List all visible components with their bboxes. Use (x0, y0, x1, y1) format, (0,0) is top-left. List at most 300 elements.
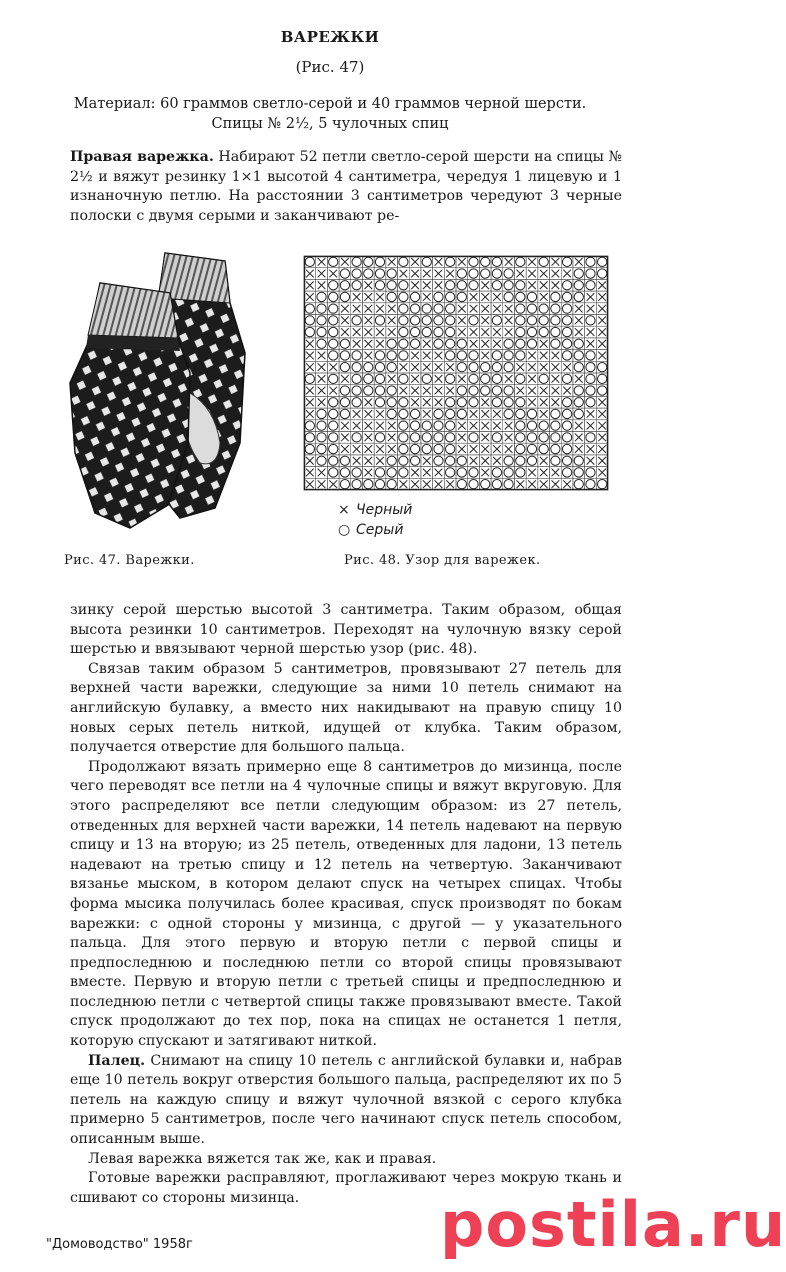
grid-cross (552, 375, 560, 383)
grid-cross (376, 328, 384, 336)
grid-circle (352, 386, 361, 395)
grid-circle (574, 292, 583, 301)
grid-circle (387, 281, 396, 290)
grid-cross (598, 340, 606, 348)
grid-circle (387, 398, 396, 407)
grid-cross (364, 410, 372, 418)
grid-circle (457, 292, 466, 301)
grid-cross (575, 445, 583, 453)
grid-circle (446, 327, 455, 336)
grid-circle (317, 444, 326, 453)
grid-circle (562, 351, 571, 360)
grid-circle (399, 292, 408, 301)
grid-cross (575, 317, 583, 325)
grid-cross (505, 317, 513, 325)
grid-circle (410, 409, 419, 418)
grid-circle (317, 327, 326, 336)
grid-circle (469, 269, 478, 278)
grid-cross (481, 410, 489, 418)
grid-cross (353, 422, 361, 430)
grid-circle (375, 281, 384, 290)
grid-cross (528, 352, 536, 360)
grid-cross (318, 281, 326, 289)
grid-cross (329, 480, 337, 488)
grid-circle (527, 409, 536, 418)
grid-circle (492, 468, 501, 477)
grid-cross (505, 328, 513, 336)
grid-circle (352, 398, 361, 407)
grid-cross (411, 480, 419, 488)
cross-icon: × (338, 502, 350, 518)
grid-circle (399, 433, 408, 442)
grid-circle (586, 257, 595, 266)
grid-cross (306, 270, 314, 278)
grid-circle (317, 292, 326, 301)
grid-cross (598, 398, 606, 406)
grid-cross (598, 328, 606, 336)
grid-circle (598, 269, 607, 278)
grid-circle (317, 456, 326, 465)
grid-circle (399, 339, 408, 348)
grid-cross (388, 422, 396, 430)
grid-circle (527, 339, 536, 348)
grid-cross (318, 363, 326, 371)
grid-cross (306, 469, 314, 477)
grid-circle (457, 468, 466, 477)
grid-circle (586, 281, 595, 290)
grid-circle (387, 386, 396, 395)
grid-circle (586, 468, 595, 477)
grid-cross (493, 305, 501, 313)
grid-circle (434, 456, 443, 465)
grid-circle (434, 339, 443, 348)
grid-cross (423, 457, 431, 465)
grid-circle (492, 374, 501, 383)
grid-circle (586, 363, 595, 372)
grid-circle (352, 351, 361, 360)
grid-cross (481, 293, 489, 301)
grid-circle (469, 386, 478, 395)
grid-circle (562, 398, 571, 407)
grid-circle (469, 374, 478, 383)
grid-cross (470, 445, 478, 453)
grid-cross (364, 281, 372, 289)
grid-circle (434, 421, 443, 430)
grid-cross (528, 258, 536, 266)
grid-circle (539, 257, 548, 266)
watermark-logo: postila.ru (440, 1188, 786, 1261)
grid-circle (364, 269, 373, 278)
grid-cross (318, 469, 326, 477)
mittens-illustration (40, 243, 270, 543)
grid-cross (411, 375, 419, 383)
grid-circle (329, 316, 338, 325)
grid-circle (469, 480, 478, 489)
grid-circle (516, 327, 525, 336)
grid-cross (341, 422, 349, 430)
grid-circle (329, 304, 338, 313)
grid-cross (516, 387, 524, 395)
grid-circle (586, 269, 595, 278)
grid-circle (481, 257, 490, 266)
grid-cross (470, 340, 478, 348)
grid-circle (375, 386, 384, 395)
grid-cross (388, 445, 396, 453)
grid-cross (470, 410, 478, 418)
grid-cross (364, 317, 372, 325)
grid-circle (317, 316, 326, 325)
grid-circle (574, 386, 583, 395)
grid-cross (458, 305, 466, 313)
grid-circle (399, 351, 408, 360)
grid-circle (387, 480, 396, 489)
grid-circle (410, 444, 419, 453)
grid-cross (458, 445, 466, 453)
grid-circle (329, 257, 338, 266)
grid-circle (586, 386, 595, 395)
grid-circle (305, 327, 314, 336)
grid-circle (410, 327, 419, 336)
grid-circle (457, 339, 466, 348)
grid-cross (306, 480, 314, 488)
grid-cross (364, 352, 372, 360)
grid-circle (516, 257, 525, 266)
grid-circle (399, 374, 408, 383)
grid-circle (446, 433, 455, 442)
grid-cross (493, 410, 501, 418)
grid-cross (540, 410, 548, 418)
grid-circle (469, 281, 478, 290)
grid-cross (318, 387, 326, 395)
grid-cross (306, 293, 314, 301)
grid-cross (575, 375, 583, 383)
grid-circle (469, 351, 478, 360)
grid-cross (493, 328, 501, 336)
grid-circle (598, 257, 607, 266)
grid-circle (562, 292, 571, 301)
grid-circle (305, 257, 314, 266)
grid-circle (469, 468, 478, 477)
grid-circle (305, 374, 314, 383)
grid-circle (375, 363, 384, 372)
grid-circle (551, 292, 560, 301)
grid-cross (341, 305, 349, 313)
grid-circle (516, 304, 525, 313)
grid-cross (423, 387, 431, 395)
grid-circle (422, 374, 431, 383)
grid-circle (364, 480, 373, 489)
grid-circle (492, 433, 501, 442)
grid-circle (422, 316, 431, 325)
grid-circle (516, 292, 525, 301)
grid-cross (516, 270, 524, 278)
grid-cross (318, 270, 326, 278)
grid-cross (364, 434, 372, 442)
legend-item-black: × Черный (338, 502, 413, 518)
grid-circle (434, 409, 443, 418)
grid-cross (493, 340, 501, 348)
grid-circle (329, 327, 338, 336)
grid-circle (329, 398, 338, 407)
grid-cross (423, 293, 431, 301)
grid-cross (341, 317, 349, 325)
thumb-label: Палец. (88, 1052, 146, 1069)
grid-cross (540, 352, 548, 360)
grid-cross (481, 445, 489, 453)
grid-circle (305, 304, 314, 313)
grid-cross (341, 328, 349, 336)
grid-circle (446, 374, 455, 383)
grid-cross (587, 410, 595, 418)
grid-circle (516, 421, 525, 430)
grid-cross (598, 422, 606, 430)
grid-cross (552, 281, 560, 289)
grid-circle (562, 304, 571, 313)
grid-cross (458, 375, 466, 383)
grid-circle (562, 316, 571, 325)
grid-cross (318, 258, 326, 266)
grid-circle (422, 257, 431, 266)
grid-cross (376, 445, 384, 453)
grid-cross (423, 340, 431, 348)
grid-cross (435, 281, 443, 289)
grid-cross (318, 480, 326, 488)
grid-circle (375, 480, 384, 489)
grid-circle (562, 281, 571, 290)
grid-circle (422, 327, 431, 336)
grid-cross (446, 270, 454, 278)
grid-circle (551, 433, 560, 442)
grid-circle (504, 456, 513, 465)
grid-circle (504, 398, 513, 407)
grid-circle (516, 433, 525, 442)
grid-circle (399, 409, 408, 418)
grid-circle (527, 292, 536, 301)
grid-cross (540, 480, 548, 488)
grid-circle (399, 468, 408, 477)
grid-circle (329, 409, 338, 418)
grid-cross (341, 445, 349, 453)
grid-circle (516, 409, 525, 418)
grid-circle (481, 363, 490, 372)
grid-circle (340, 339, 349, 348)
grid-circle (504, 351, 513, 360)
grid-circle (539, 304, 548, 313)
grid-circle (516, 468, 525, 477)
grid-circle (305, 433, 314, 442)
grid-circle (562, 421, 571, 430)
grid-circle (586, 433, 595, 442)
grid-cross (505, 258, 513, 266)
grid-cross (388, 258, 396, 266)
grid-circle (375, 468, 384, 477)
intro-label: Правая варежка. (70, 149, 214, 165)
pattern-legend (338, 500, 412, 540)
grid-circle (504, 386, 513, 395)
grid-circle (469, 257, 478, 266)
grid-circle (504, 480, 513, 489)
grid-cross (353, 340, 361, 348)
grid-circle (446, 292, 455, 301)
figure-reference: (Рис. 47) (295, 58, 365, 76)
grid-circle (527, 433, 536, 442)
grid-circle (457, 269, 466, 278)
grid-cross (458, 258, 466, 266)
figure-48-caption: Рис. 48. Узор для варежек. (344, 553, 541, 568)
grid-cross (388, 305, 396, 313)
grid-cross (411, 398, 419, 406)
grid-cross (481, 281, 489, 289)
paragraph-left-mitten: Левая варежка вяжется так же, как и правая. (88, 1150, 437, 1167)
grid-circle (329, 351, 338, 360)
grid-circle (399, 304, 408, 313)
grid-circle (446, 257, 455, 266)
grid-circle (551, 409, 560, 418)
grid-circle (516, 374, 525, 383)
grid-cross (329, 270, 337, 278)
grid-circle (598, 363, 607, 372)
grid-cross (540, 398, 548, 406)
grid-cross (411, 281, 419, 289)
grid-circle (562, 409, 571, 418)
grid-circle (574, 398, 583, 407)
grid-circle (551, 444, 560, 453)
grid-cross (341, 375, 349, 383)
grid-circle (364, 386, 373, 395)
grid-circle (527, 444, 536, 453)
grid-circle (352, 433, 361, 442)
grid-circle (481, 269, 490, 278)
grid-cross (481, 328, 489, 336)
grid-cross (563, 480, 571, 488)
grid-cross (306, 281, 314, 289)
grid-cross (528, 270, 536, 278)
grid-cross (540, 270, 548, 278)
grid-circle (516, 398, 525, 407)
circle-icon: ○ (338, 522, 351, 538)
grid-circle (539, 316, 548, 325)
paragraph-finishing: Готовые варежки расправляют, проглаживают через мокрую ткань и сшивают со стороны мизинца. (70, 1170, 622, 1206)
grid-circle (340, 480, 349, 489)
grid-circle (399, 281, 408, 290)
paragraph-2: Связав таким образом 5 сантиметров, провязывают 27 петель для верхней части варежки, следующие за ними 10 петель снимают на английскую булавку, а вместо них накидывают на правую спицу 10 новых серых петель ниткой, идущей от клубка. Таким образом, получается отверстие для большого пальца. (70, 660, 622, 756)
grid-circle (457, 398, 466, 407)
grid-cross (353, 410, 361, 418)
grid-circle (399, 456, 408, 465)
grid-circle (492, 398, 501, 407)
grid-circle (551, 316, 560, 325)
grid-circle (492, 386, 501, 395)
grid-cross (493, 457, 501, 465)
grid-circle (305, 316, 314, 325)
grid-circle (399, 327, 408, 336)
materials-line-1: Материал: 60 граммов светло-серой и 40 граммов черной шерсти. (73, 96, 587, 112)
grid-cross (598, 317, 606, 325)
grid-cross (423, 480, 431, 488)
grid-circle (317, 433, 326, 442)
grid-cross (540, 281, 548, 289)
grid-circle (574, 363, 583, 372)
grid-circle (410, 292, 419, 301)
grid-circle (492, 480, 501, 489)
grid-circle (586, 480, 595, 489)
grid-cross (552, 387, 560, 395)
grid-cross (540, 469, 548, 477)
grid-circle (340, 468, 349, 477)
grid-cross (318, 398, 326, 406)
grid-circle (598, 480, 607, 489)
grid-circle (446, 421, 455, 430)
grid-circle (434, 304, 443, 313)
legend-item-gray: ○ Серый (338, 522, 404, 538)
grid-cross (306, 352, 314, 360)
grid-cross (458, 317, 466, 325)
grid-circle (329, 444, 338, 453)
grid-cross (364, 328, 372, 336)
grid-cross (587, 293, 595, 301)
grid-cross (458, 434, 466, 442)
grid-circle (516, 281, 525, 290)
grid-cross (481, 317, 489, 325)
grid-circle (410, 339, 419, 348)
materials-line-2: Спицы № 2½, 5 чулочных спиц (211, 116, 449, 132)
grid-cross (528, 375, 536, 383)
grid-circle (399, 444, 408, 453)
grid-circle (539, 444, 548, 453)
grid-circle (446, 351, 455, 360)
grid-cross (505, 375, 513, 383)
grid-cross (481, 305, 489, 313)
grid-circle (574, 456, 583, 465)
grid-cross (587, 422, 595, 430)
grid-circle (457, 456, 466, 465)
grid-circle (527, 421, 536, 430)
grid-circle (375, 351, 384, 360)
grid-circle (574, 351, 583, 360)
grid-cross (540, 457, 548, 465)
grid-cross (587, 340, 595, 348)
grid-circle (387, 351, 396, 360)
grid-circle (375, 398, 384, 407)
grid-circle (586, 351, 595, 360)
paragraph-3: Продолжают вязать примерно еще 8 сантиметров до мизинца, после чего переводят все петли на 4 чулочные спицы и вяжут вкруговую. Для этого распределяют все петли следующим образом: из 27 петель, отведенных для верхней части варежки, 14 петель надевают на первую спицу и 13 на вторую; из 25 петель, отведенных для ладони, 13 петель надевают на третью спицу и 12 петель на четвертую. Заканчивают вязанье мыском, в котором делают спуск на четырех спицах. Чтобы форма мысика получилась более красивая, спуск производят по бокам варежки: с одной стороны у мизинца, с другой — у указательного пальца. Для этого первую и вторую петли с первой спицы и предпоследнюю и последнюю петли со второй спицы провязывают вместе. Первую и вторую петли с третьей спицы и предпоследнюю и последнюю петли с четвертой спицы также провязывают вместе. Такой спуск продолжают до тех пор, пока на спицах не останется 1 петля, которую спускают и затягивают ниткой. (70, 758, 622, 1050)
grid-circle (352, 316, 361, 325)
grid-circle (387, 409, 396, 418)
grid-circle (562, 468, 571, 477)
grid-cross (470, 305, 478, 313)
grid-circle (446, 468, 455, 477)
grid-circle (446, 304, 455, 313)
grid-cross (598, 281, 606, 289)
grid-cross (575, 258, 583, 266)
grid-cross (493, 293, 501, 301)
grid-circle (352, 374, 361, 383)
grid-cross (481, 352, 489, 360)
grid-circle (574, 269, 583, 278)
grid-cross (341, 258, 349, 266)
grid-circle (387, 292, 396, 301)
grid-cross (575, 422, 583, 430)
grid-cross (423, 469, 431, 477)
grid-cross (505, 434, 513, 442)
grid-circle (352, 269, 361, 278)
grid-circle (504, 339, 513, 348)
grid-cross (552, 480, 560, 488)
grid-cross (423, 363, 431, 371)
intro-text: Набирают 52 петли светло-серой шерсти на спицы № 2½ и вяжут резинку 1×1 высотой 4 сантиметра, чередуя 1 лицевую и 1 изнаночную петлю. На расстоянии 3 сантиметров чередуют 3 черные полоски с двумя серыми и заканчивают ре- (70, 149, 622, 224)
grid-circle (481, 480, 490, 489)
grid-circle (375, 257, 384, 266)
